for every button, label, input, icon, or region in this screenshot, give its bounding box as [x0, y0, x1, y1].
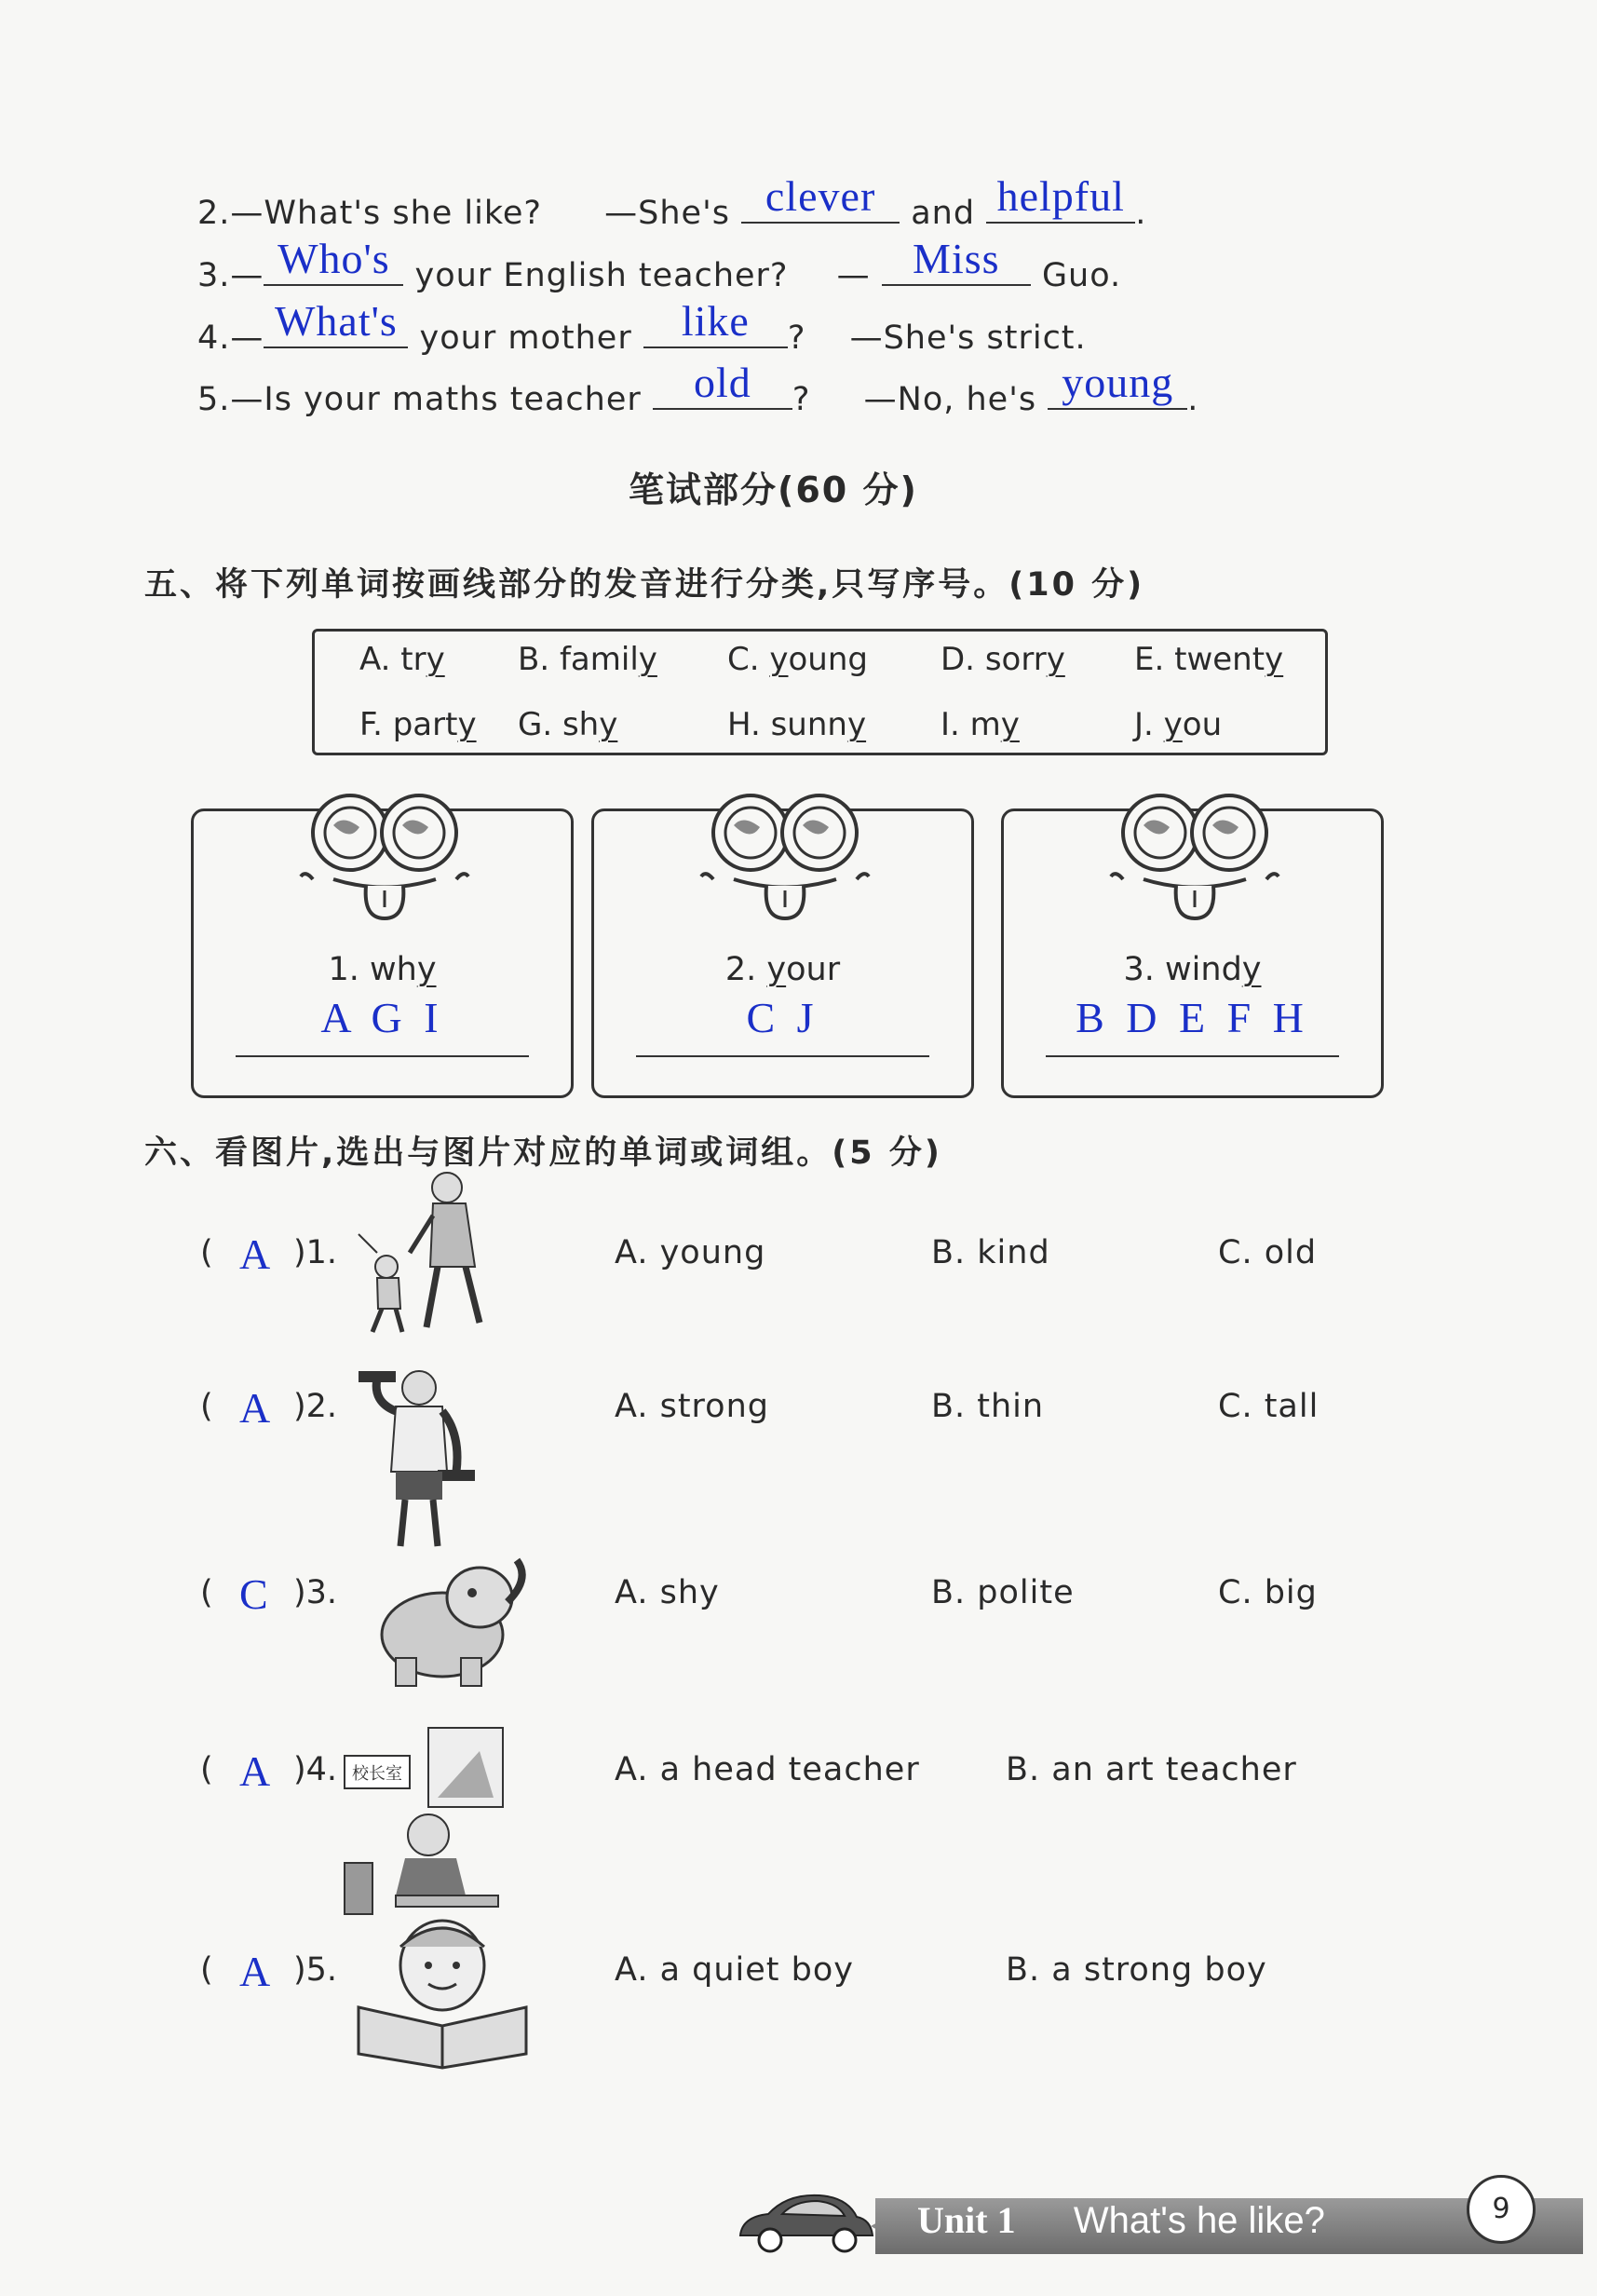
category-label: 2.: [724, 951, 757, 988]
underlined-letter: y: [638, 641, 657, 678]
footer-unit-title: [917, 2198, 1325, 2242]
underlined-letter: y: [1163, 706, 1183, 743]
question-number: 4.: [197, 319, 231, 357]
word-label: B.: [518, 641, 550, 678]
question-text: —No, he's: [863, 381, 1037, 418]
word: [1134, 706, 1222, 743]
question-number: )3.: [293, 1574, 338, 1611]
question-number: )1.: [293, 1234, 338, 1271]
elephant-icon: [368, 1556, 535, 1695]
choice-option[interactable]: A. a quiet boy: [615, 1951, 855, 1989]
handwritten-answer: A G I: [320, 994, 444, 1041]
section-5-heading: 五、将下列单词按画线部分的发音进行分类,只写序号。(10 分): [144, 566, 1145, 604]
answer-paren[interactable]: [200, 1388, 213, 1425]
answer-blank[interactable]: [882, 235, 1031, 286]
category-box-3: [1001, 808, 1384, 1098]
choice-option[interactable]: A. shy: [615, 1574, 720, 1611]
face-decoration: [1106, 788, 1283, 928]
punctuation: .: [1187, 381, 1199, 418]
category-label: 1.: [328, 951, 359, 988]
word: [941, 706, 1020, 743]
choice-option[interactable]: B. thin: [931, 1388, 1045, 1425]
word-part: oung: [788, 641, 868, 678]
handwritten-answer: young: [1062, 359, 1174, 406]
word-part: sorr: [984, 641, 1047, 678]
handwritten-answer: like: [681, 297, 750, 345]
word-part: twent: [1174, 641, 1265, 678]
cartoon-face-icon: [697, 788, 873, 928]
category-box-2: [591, 808, 974, 1098]
word-option: [359, 641, 445, 678]
answer-blank[interactable]: [1048, 359, 1187, 410]
underlined-letter: y: [426, 641, 445, 678]
underlined-letter: y: [416, 951, 437, 988]
question-4: [197, 297, 1087, 357]
underlined-letter: y: [1265, 641, 1284, 678]
picture-question-4: [200, 1747, 1411, 1919]
answer-blank[interactable]: [653, 359, 792, 410]
handwritten-answer: Miss: [913, 235, 1000, 282]
question-text: —She's: [604, 195, 730, 232]
choice-option[interactable]: B. an art teacher: [1006, 1751, 1297, 1788]
question-number: )4.: [293, 1751, 338, 1788]
handwritten-answer: Who's: [277, 235, 390, 282]
underlined-letter: y: [1046, 641, 1065, 678]
word-option: [727, 706, 866, 743]
strong-man-icon: [349, 1360, 489, 1556]
word-part: sh: [562, 706, 600, 743]
answer-paren[interactable]: [200, 1751, 213, 1788]
word: [1134, 641, 1283, 678]
choice-option[interactable]: C. old: [1218, 1234, 1318, 1271]
written-section-title: 笔试部分(60 分): [629, 469, 918, 510]
question-text: —What's she like?: [230, 195, 543, 232]
head-teacher-icon: [340, 1723, 508, 1919]
question-5: [197, 359, 1199, 418]
office-sign-text: 校长室: [352, 1764, 402, 1784]
word: [727, 706, 866, 743]
underlined-letter: y: [766, 951, 787, 988]
word-option: [1134, 706, 1222, 743]
car-icon: [731, 2184, 880, 2259]
handwritten-answer: clever: [765, 172, 876, 220]
question-picture: [340, 1723, 508, 1922]
picture-question-5: [200, 1948, 1411, 2119]
choice-option[interactable]: B. kind: [931, 1234, 1050, 1271]
punctuation: ?: [792, 381, 811, 418]
question-picture: [349, 1914, 535, 2085]
paren-open: (: [200, 1234, 213, 1271]
word: [518, 706, 617, 743]
question-text: —Is your maths teacher: [230, 381, 642, 418]
question-2: [197, 172, 1147, 232]
handwritten-answer: What's: [275, 297, 398, 345]
underlined-letter: y: [846, 706, 867, 743]
cartoon-face-icon: [296, 788, 473, 928]
choice-option[interactable]: A. a head teacher: [615, 1751, 920, 1788]
answer-blank[interactable]: [741, 172, 900, 224]
word-option: [941, 641, 1065, 678]
question-text: and: [911, 195, 976, 232]
picture-question-2: [200, 1384, 1411, 1556]
question-text: your mother: [419, 319, 632, 357]
question-number: 3.: [197, 257, 231, 294]
underlined-letter: y: [1000, 706, 1020, 743]
choice-option[interactable]: A. strong: [615, 1388, 769, 1425]
unit-title: What's he like?: [1073, 2200, 1325, 2241]
choice-option[interactable]: A. young: [615, 1234, 766, 1271]
category-word: [194, 951, 571, 988]
underlined-letter: y: [769, 641, 789, 678]
word-option: [518, 641, 657, 678]
underlined-letter: y: [457, 706, 477, 743]
word-part: m: [969, 706, 1001, 743]
word-label: F.: [359, 706, 383, 743]
cartoon-face-icon: [1106, 788, 1283, 928]
question-number: )5.: [293, 1951, 338, 1989]
word-label: A.: [359, 641, 391, 678]
answer-blank[interactable]: [264, 297, 408, 348]
paren-open: (: [200, 1388, 213, 1425]
paren-open: (: [200, 1951, 213, 1989]
dash: —: [836, 257, 871, 294]
word-list-box: [312, 629, 1328, 755]
answer-line[interactable]: [636, 1055, 929, 1057]
choice-option[interactable]: C. big: [1218, 1574, 1318, 1611]
word-label: C.: [727, 641, 760, 678]
word-option: [727, 641, 868, 678]
word-label: D.: [941, 641, 975, 678]
category-word: [1004, 951, 1381, 988]
handwritten-answer: B D E F H: [1076, 994, 1309, 1041]
word-part: part: [392, 706, 458, 743]
answer-blank[interactable]: [643, 297, 788, 348]
face-decoration: [697, 788, 873, 928]
dash: —: [230, 319, 264, 357]
question-text: —She's strict.: [849, 319, 1087, 357]
handwritten-answer: helpful: [996, 172, 1125, 220]
dash: —: [230, 257, 264, 294]
handwritten-answer: C J: [746, 994, 819, 1041]
word-label: G.: [518, 706, 553, 743]
handwritten-answer: old: [694, 359, 751, 406]
question-number: )2.: [293, 1388, 338, 1425]
word-part: famil: [559, 641, 639, 678]
word-option: [359, 706, 477, 743]
picture-question-3: [200, 1570, 1411, 1742]
handwritten-answer: C: [239, 1570, 268, 1618]
question-picture: [349, 1360, 489, 1559]
category-word: [594, 951, 971, 988]
underlined-letter: y: [1241, 951, 1262, 988]
question-text: Guo.: [1041, 257, 1122, 294]
word-part: wind: [1165, 951, 1242, 988]
question-text: your English teacher?: [414, 257, 789, 294]
word-label: E.: [1134, 641, 1165, 678]
word: [727, 641, 868, 678]
handwritten-answer: A: [239, 1384, 271, 1432]
word-part: wh: [370, 951, 417, 988]
word-label: H.: [727, 706, 761, 743]
choice-option[interactable]: B. polite: [931, 1574, 1075, 1611]
paren-open: (: [200, 1574, 213, 1611]
answer-line[interactable]: [1046, 1055, 1339, 1057]
question-number: 2.: [197, 195, 231, 232]
paren-open: (: [200, 1751, 213, 1788]
choice-option[interactable]: B. a strong boy: [1006, 1951, 1267, 1989]
reading-boy-icon: [349, 1914, 535, 2082]
word-label: J.: [1134, 706, 1154, 743]
handwritten-answer: A: [239, 1948, 271, 1995]
answer-line[interactable]: [236, 1055, 529, 1057]
word: [359, 706, 477, 743]
question-picture: [345, 1164, 503, 1345]
punctuation: .: [1135, 195, 1147, 232]
answer-blank[interactable]: [264, 235, 403, 286]
answer-blank[interactable]: [986, 172, 1135, 224]
page-number: 9: [1467, 2175, 1536, 2244]
word: [518, 641, 657, 678]
word: [359, 641, 445, 678]
choice-option[interactable]: C. tall: [1218, 1388, 1320, 1425]
underlined-letter: y: [599, 706, 618, 743]
word-label: I.: [941, 706, 960, 743]
answer-paren[interactable]: [200, 1234, 213, 1271]
word-part: sunn: [770, 706, 847, 743]
word-option: [1134, 641, 1283, 678]
question-picture: [368, 1556, 535, 1699]
punctuation: ?: [787, 319, 806, 357]
boy-and-grandpa-icon: [345, 1164, 503, 1341]
word-option: [518, 706, 617, 743]
word-option: [941, 706, 1020, 743]
word: [941, 641, 1065, 678]
unit-label: Unit 1: [917, 2199, 1016, 2241]
word-part: tr: [400, 641, 426, 678]
word-part: our: [786, 951, 841, 988]
handwritten-answer: A: [239, 1230, 271, 1278]
handwritten-answer: A: [239, 1747, 271, 1795]
section-6-heading: 六、看图片,选出与图片对应的单词或词组。(5 分): [144, 1134, 942, 1172]
category-box-1: [191, 808, 574, 1098]
word-part: ou: [1182, 706, 1223, 743]
question-number: 5.: [197, 381, 231, 418]
answer-paren[interactable]: [200, 1951, 213, 1989]
answer-paren[interactable]: [200, 1574, 213, 1611]
face-decoration: [296, 788, 473, 928]
question-3: [197, 235, 1122, 294]
category-label: 3.: [1123, 951, 1155, 988]
